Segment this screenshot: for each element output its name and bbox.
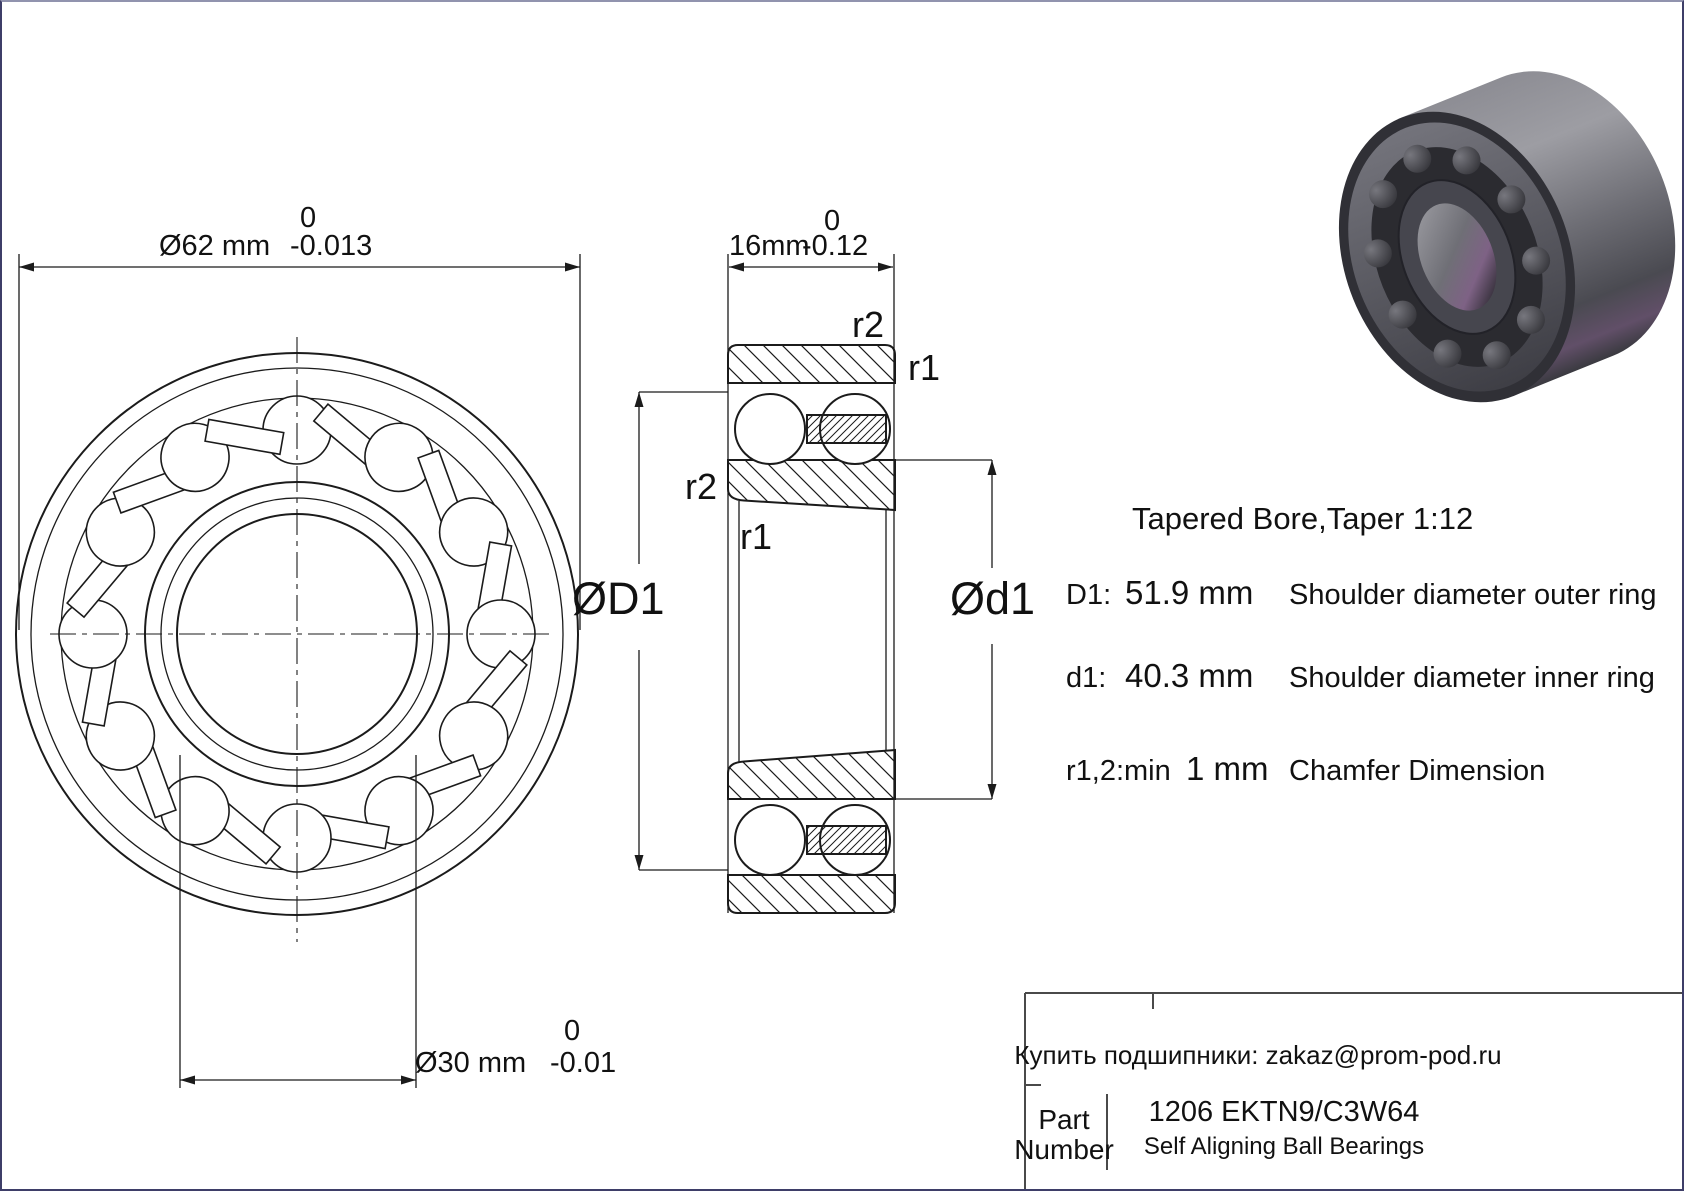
part-type: Self Aligning Ball Bearings — [1143, 1133, 1425, 1160]
dim-outer-tol-lower: -0.013 — [290, 230, 373, 262]
dimension-d1 — [895, 460, 1035, 799]
spec-desc-d1: Shoulder diameter inner ring — [1289, 662, 1655, 694]
dim-bore-tol-upper: 0 — [564, 1015, 581, 1047]
spec-key-r12: r1,2:min — [1066, 755, 1171, 787]
outer-ring-bottom-section — [728, 875, 895, 913]
dim-outer-tol-upper: 0 — [300, 202, 317, 234]
spec-value-D1: 51.9 mm — [1125, 574, 1254, 611]
part-number: 1206 EKTN9/C3W64 — [1148, 1096, 1420, 1128]
spec-value-r12: 1 mm — [1186, 750, 1269, 787]
engineering-drawing — [2, 2, 1684, 1191]
dimension-D1 — [572, 392, 728, 870]
chamfer-label-r2-left: r2 — [685, 466, 718, 507]
dim-bore-value: Ø30 mm — [415, 1047, 527, 1079]
spec-value-d1: 40.3 mm — [1125, 657, 1254, 694]
title-block — [1014, 993, 1684, 1191]
spec-desc-D1: Shoulder diameter outer ring — [1289, 579, 1657, 611]
dim-width-value: 16mm — [729, 230, 810, 262]
part-label-line2: Number — [1014, 1134, 1114, 1165]
spec-title: Tapered Bore,Taper 1:12 — [1132, 501, 1474, 536]
spec-desc-r12: Chamfer Dimension — [1289, 755, 1546, 787]
spec-key-d1: d1: — [1066, 662, 1107, 694]
cage-section-bottom — [807, 826, 886, 854]
inner-ring-top-section — [728, 460, 895, 510]
inner-ring-bottom-section — [728, 750, 895, 799]
chamfer-label-r1-topright: r1 — [908, 347, 941, 388]
label-d1: Ød1 — [950, 573, 1036, 624]
dim-bore-tol-lower: -0.01 — [550, 1047, 617, 1079]
bearing-3d-render — [1297, 36, 1684, 439]
dim-width-tol-lower: -0.12 — [802, 230, 869, 262]
front-view — [16, 337, 578, 942]
chamfer-label-r2-topright: r2 — [852, 304, 885, 345]
label-D1: ØD1 — [572, 573, 665, 624]
dim-width-tol-upper: 0 — [824, 205, 841, 237]
section-view — [572, 205, 1035, 913]
outer-ring-top-section — [728, 345, 895, 383]
spec-table — [1066, 501, 1657, 787]
chamfer-label-r1-left: r1 — [740, 516, 773, 557]
dim-outer-value: Ø62 mm — [159, 230, 271, 262]
part-label-line1: Part — [1038, 1104, 1090, 1135]
contact-line: Купить подшипники: zakaz@prom-pod.ru — [1014, 1040, 1502, 1070]
spec-key-D1: D1: — [1066, 579, 1112, 611]
cage-section-top — [807, 415, 886, 443]
ball-row-bottom — [735, 805, 890, 875]
ball-row-top — [735, 394, 890, 464]
